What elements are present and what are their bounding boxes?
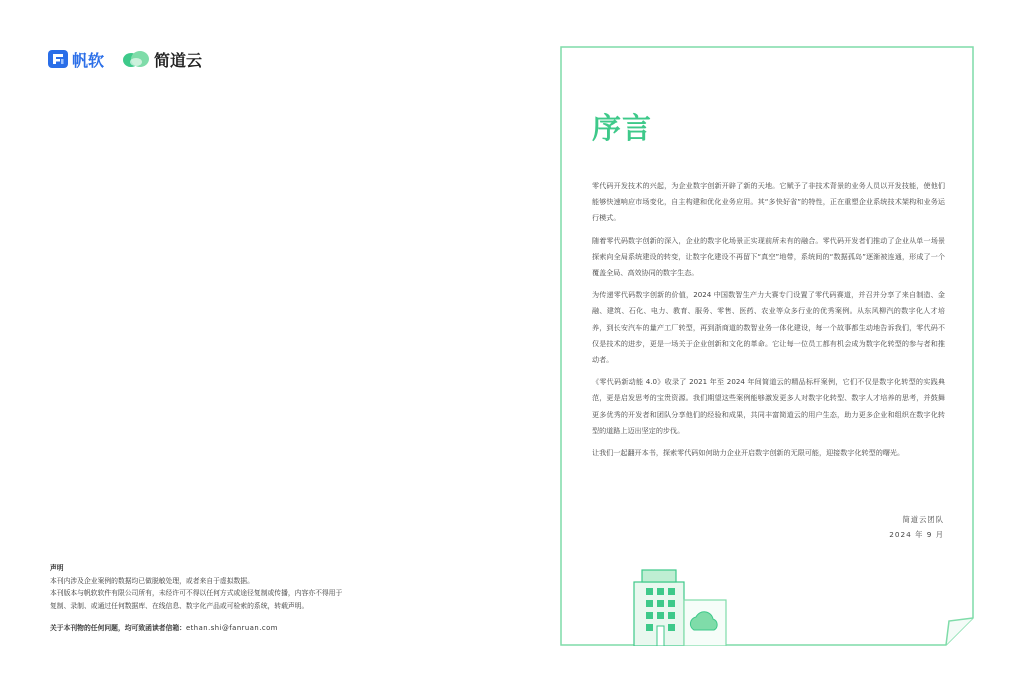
disclaimer-heading: 声明: [50, 564, 64, 572]
cloud-logo-icon: [122, 49, 150, 69]
preface-paragraph: 随着零代码数字创新的深入，企业的数字化场景正实现前所未有的融合。零代码开发者们推动了企业从单一场景探索向全局系统建设的转变，让数字化建设不再留下“真空”地带，系统间的“数据孤岛”逐渐被连通，形成了一个覆盖全局、高效协同的数字生态。: [592, 235, 945, 278]
disclaimer-line: 复制、录制、或通过任何数据库、在线信息、数字化产品或可检索的系统，转载声明。: [50, 601, 309, 610]
contact-email-link[interactable]: ethan.shi@fanruan.com: [185, 624, 278, 632]
preface-paragraph: 《零代码新动能 4.0》收录了 2021 年至 2024 年间简道云的精品标杆案例，它们不仅是数字化转型的实践典范，更是启发思考的宝贵资源。我们期望这些案例能够激发更多人对数字化转型、数字人才培养的思考，并鼓舞更多优秀的开发者和团队分享他们的经验和成果，共同丰富简道云的用户生态，助力更多企业和组织在数字化转型的道路上迈出坚定的步伐。: [592, 377, 945, 435]
fanruan-logo: [48, 48, 104, 71]
building-cloud-illustration: [632, 568, 732, 646]
preface-paragraph: 让我们一起翻开本书，探索零代码如何助力企业开启数字创新的无限可能，迎接数字化转型的曙光。: [592, 448, 905, 458]
preface-title: 序言: [592, 111, 653, 145]
fanruan-logo-text: 帆软: [72, 50, 105, 70]
contact-line: [50, 622, 410, 635]
fanruan-logo-icon: [48, 49, 68, 69]
signature: 简道云团队: [902, 515, 944, 524]
disclaimer: [50, 562, 410, 635]
preface-card: [560, 46, 974, 646]
contact-label: 关于本刊物的任何问题，均可致函读者信箱：: [50, 624, 186, 632]
disclaimer-line: 本刊版本与帆软软件有限公司所有，未经许可不得以任何方式或途径复制或传播，内容亦不得用于: [50, 589, 343, 597]
disclaimer-line: 本刊内涉及企业案例的数据均已做脱敏处理，或者来自于虚拟数据。: [50, 576, 254, 585]
preface-paragraph: 零代码开发技术的兴起，为企业数字创新开辟了新的天地。它赋予了非技术背景的业务人员以开发技能，使他们能够快速响应市场变化，自主构建和优化业务应用。其“多快好省”的特性，正在重塑企业系统技术架构和业务运行模式。: [592, 181, 945, 223]
jiandaoyun-logo-text: 简道云: [154, 50, 203, 70]
jiandaoyun-logo: [122, 48, 202, 71]
preface-body: [592, 178, 945, 467]
signature-date: 2024 年 9 月: [889, 530, 944, 539]
signature-block: [889, 512, 944, 542]
brand-logos: [48, 47, 220, 71]
preface-paragraph: 为传递零代码数字创新的价值，2024 中国数智生产力大赛专门设置了零代码赛道，并召并分享了来自制造、金融、建筑、石化、电力、教育、服务、零售、医药、农业等众多行业的优秀案例。从东风柳汽的数字化人才培养，到长安汽车的量产工厂转型，再到浙商道的数智业务一体化建设，每一个故事都生动地告诉我们，零代码不仅是技术的进步，更是一场关于企业创新和文化的革命。它让每一位员工都有机会成为数字化转型的参与者和推动者。: [592, 290, 945, 365]
